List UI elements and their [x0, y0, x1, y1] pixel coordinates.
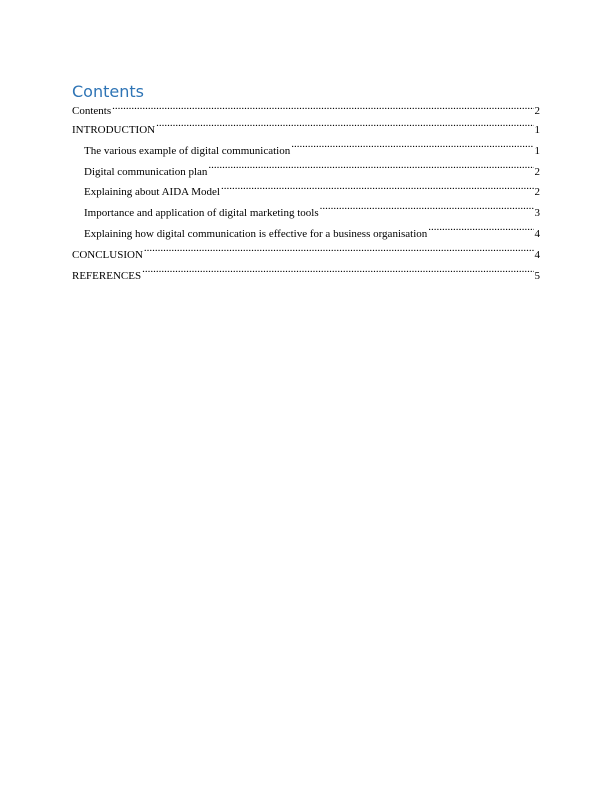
toc-entry-digital-communication-examples[interactable]	[72, 141, 540, 162]
toc-entry-title: Digital communication plan	[84, 165, 208, 178]
toc-dot-leader	[156, 122, 533, 133]
toc-dot-leader	[112, 103, 533, 114]
toc-entry-title: INTRODUCTION	[72, 124, 156, 136]
toc-entry-page-number: 4	[534, 227, 540, 240]
toc-entry-page-number: 2	[534, 186, 540, 199]
toc-entry-contents[interactable]	[72, 102, 540, 120]
toc-dot-leader	[144, 247, 534, 258]
toc-entry-title: Explaining how digital communication is effective for a business organisation	[84, 227, 428, 240]
toc-entry-digital-marketing-tools[interactable]	[72, 203, 540, 224]
toc-entry-title: Explaining about AIDA Model	[84, 186, 220, 199]
toc-entry-title: Importance and application of digital marketing tools	[84, 207, 319, 220]
toc-entry-title: REFERENCES	[72, 269, 142, 282]
document-page	[72, 82, 540, 286]
toc-entry-references[interactable]	[72, 266, 540, 287]
table-of-contents	[72, 102, 540, 286]
toc-entry-page-number: 1	[534, 124, 540, 136]
toc-entry-page-number: 4	[534, 248, 540, 261]
toc-dot-leader	[142, 268, 533, 279]
toc-dot-leader	[208, 164, 533, 175]
toc-entry-aida-model[interactable]	[72, 182, 540, 203]
toc-entry-digital-communication-plan[interactable]	[72, 162, 540, 183]
toc-dot-leader	[428, 226, 533, 237]
toc-entry-title: CONCLUSION	[72, 248, 143, 261]
toc-entry-page-number: 1	[534, 144, 540, 157]
toc-entry-page-number: 2	[534, 165, 540, 178]
toc-entry-page-number: 2	[534, 105, 540, 117]
toc-entry-page-number: 3	[534, 207, 540, 220]
toc-dot-leader	[320, 205, 534, 216]
toc-heading: Contents	[72, 82, 144, 101]
toc-entry-introduction[interactable]	[72, 120, 540, 141]
toc-entry-title: The various example of digital communication	[84, 144, 291, 157]
toc-entry-page-number: 5	[534, 269, 540, 282]
toc-entry-conclusion[interactable]	[72, 245, 540, 266]
toc-entry-effectiveness-for-business[interactable]	[72, 224, 540, 245]
toc-entry-title: Contents	[72, 105, 112, 117]
toc-dot-leader	[291, 143, 533, 154]
toc-dot-leader	[221, 184, 534, 195]
